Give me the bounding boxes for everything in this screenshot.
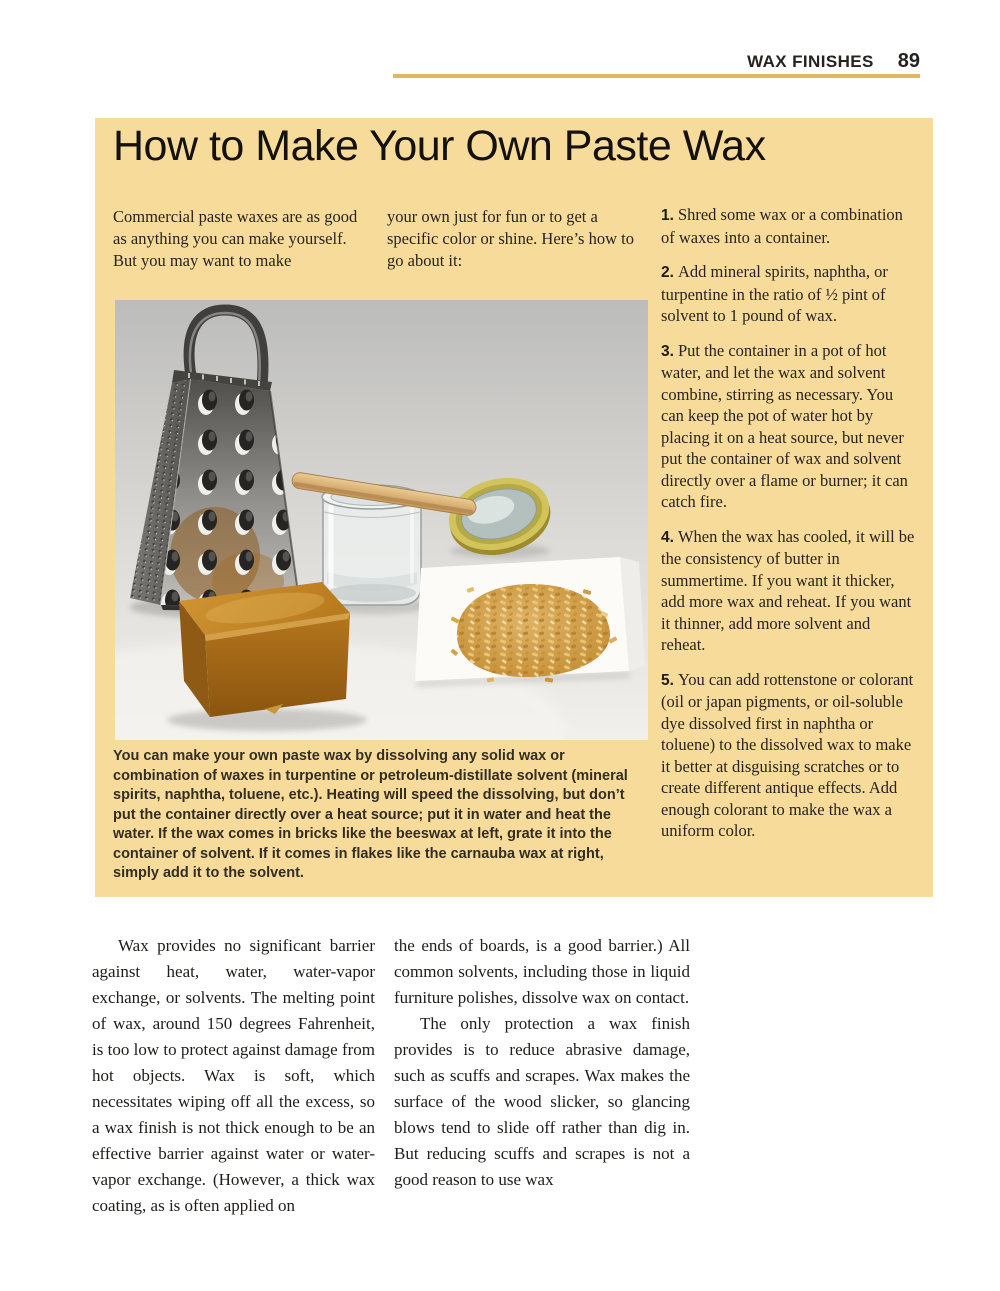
running-head	[393, 50, 920, 73]
photo-wax-ingredients	[115, 300, 648, 740]
step-3-number: 3.	[661, 342, 674, 360]
intro-column-1: Commercial paste waxes are as good as anything you can make yourself. But you may want to make	[113, 207, 358, 270]
body-column-2	[394, 933, 690, 1193]
step-5-text: You can add rottenstone or colorant (oil or japan pigments, or oil-soluble dye dissolved first in naphtha or toluene) to the dissolved wax to make it better at disguising scratches or to create different antique effects. Add enough colorant to make the wax a uniform color.	[661, 669, 914, 840]
step-4	[661, 526, 917, 656]
body-column-1	[92, 933, 375, 1219]
numbered-steps	[661, 204, 917, 855]
step-3	[661, 340, 917, 513]
body-paragraph: the ends of boards, is a good barrier.) All common solvents, including those in liquid furniture polishes, dissolve wax on contact.	[394, 936, 690, 1007]
intro-column-2: your own just for fun or to get a specific color or shine. Here’s how to go about it:	[387, 207, 634, 270]
step-4-number: 4.	[661, 528, 674, 546]
step-5	[661, 669, 917, 842]
feature-title: How to Make Your Own Paste Wax	[113, 122, 766, 170]
step-2-text: Add mineral spirits, naphtha, or turpentine in the ratio of ½ pint of solvent to 1 pound of wax.	[661, 262, 888, 325]
step-5-number: 5.	[661, 671, 674, 689]
step-1	[661, 204, 917, 248]
section-title: WAX FINISHES	[747, 52, 874, 71]
page-number: 89	[897, 50, 920, 72]
step-3-text: Put the container in a pot of hot water, and let the wax and solvent combine, stirring as necessary. You can keep the pot of water hot by placing it on a heat source, but never put the container of wax and solvent directly over a flame or burner; it can catch fire.	[661, 340, 908, 511]
body-paragraph: The only protection a wax finish provides is to reduce abrasive damage, such as scuffs and scrapes. Wax makes the surface of the wood slicker, so glancing blows tend to slide off rather than dig in. But reducing scuffs and scrapes is not a good reason to use wax	[394, 1014, 690, 1189]
step-1-text: Shred some wax or a combination of waxes into a container.	[661, 205, 903, 247]
photo-caption: You can make your own paste wax by dissolving any solid wax or combination of waxes in turpentine or petroleum-distillate solvent (mineral spirits, naphtha, toluene, etc.). Heating will speed the dissolving, but don’t put the container directly over a heat source; put it in water and heat the water. If the wax comes in bricks like the beeswax at left, grate it into the container of solvent. If it comes in flakes like the carnauba wax at right, simply add it to the solvent.	[113, 748, 628, 881]
body-paragraph: Wax provides no significant barrier against heat, water, water-vapor exchange, or solvents. The melting point of wax, around 150 degrees Fahrenheit, is too low to protect against damage from hot objects. Wax is soft, which necessitates wiping off all the excess, so a wax finish is not thick enough to be an effective barrier against water or water-vapor exchange. (However, a thick wax coating, as is often applied on	[92, 936, 375, 1215]
header-rule	[393, 74, 920, 78]
step-2	[661, 261, 917, 327]
step-2-number: 2.	[661, 264, 674, 281]
step-4-text: When the wax has cooled, it will be the consistency of butter in summertime. If you want it thicker, add more wax and reheat. If you want it thinner, add more solvent and reheat.	[661, 526, 915, 654]
step-1-number: 1.	[661, 207, 674, 224]
